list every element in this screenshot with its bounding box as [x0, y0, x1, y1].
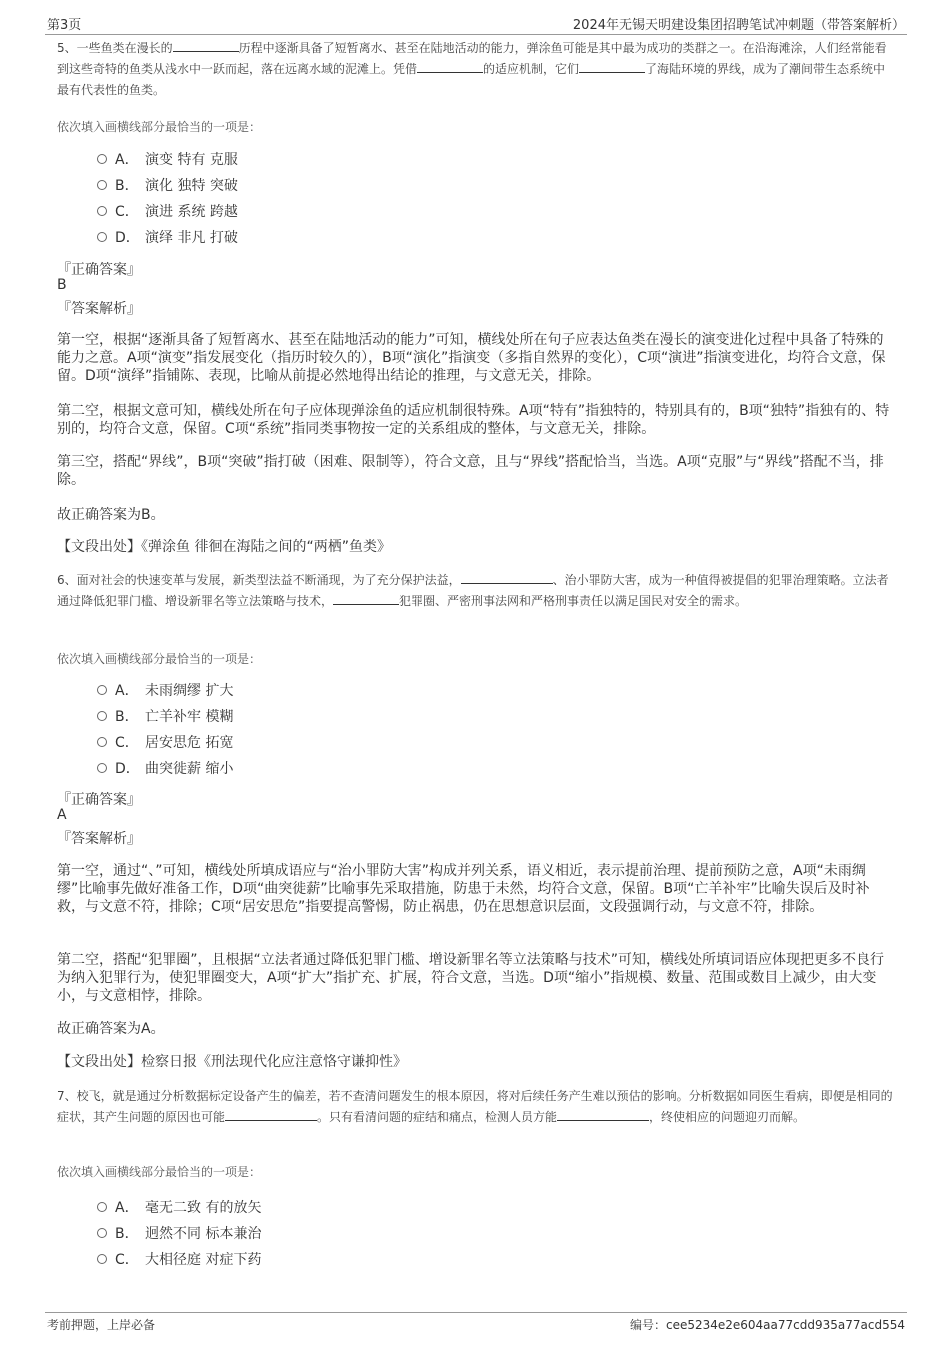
conclusion: 故正确答案为A。 — [57, 1021, 165, 1037]
blank-2 — [557, 1107, 649, 1121]
radio-icon[interactable] — [97, 1228, 107, 1238]
question-5-stem: 5、一些鱼类在漫长的 历程中逐渐具备了短暂离水、甚至在陆地活动的能力，弹涂鱼可能是其中最为成功的类群之一。在沿海滩涂，人们经常能看到这些奇特的鱼类从浅水中一跃而起，落在远离水域的泥滩上。凭借 的适应机制，它们 了海陆环境的界线，成为了潮间带生态系统中最有代表性的鱼类。 — [57, 38, 897, 101]
radio-icon[interactable] — [97, 737, 107, 747]
answer-value: A — [57, 807, 67, 823]
radio-icon[interactable] — [97, 232, 107, 242]
blank-1 — [173, 38, 239, 52]
option-c[interactable]: C． 居安思危 拓宽 — [97, 733, 233, 753]
analysis-paragraph: 第二空，搭配“犯罪圈”，且根据“立法者通过降低犯罪门槛、增设新罪名等立法策略与技术”可知，横线处所填词语应体现把更多不良行为纳入犯罪行为，使犯罪圈变大，A项“扩大”指扩充、扩展，符合文意，当选。D项“缩小”指规模、数量、范围或数目上减少，由大变小，与文意相悖，排除。 — [57, 952, 885, 1004]
question-6-stem: 6、面对社会的快速变革与发展，新类型法益不断涌现，为了充分保护法益， 、治小罪防大害，成为一种值得被提倡的犯罪治理策略。立法者通过降低犯罪门槛、增设新罪名等立法策略与技术， 犯罪圈、严密刑事法网和严格刑事责任以满足国民对安全的需求。 — [57, 570, 897, 612]
blank-1 — [461, 570, 553, 584]
source: 【文段出处】检察日报《刑法现代化应注意恪守谦抑性》 — [57, 1054, 407, 1070]
radio-icon[interactable] — [97, 180, 107, 190]
option-a[interactable]: A． 演变 特有 克服 — [97, 150, 238, 170]
document-title: 2024年无锡天明建设集团招聘笔试冲刺题（带答案解析） — [572, 18, 905, 33]
option-b[interactable]: B． 迥然不同 标本兼治 — [97, 1224, 261, 1244]
radio-icon[interactable] — [97, 206, 107, 216]
blank-2 — [417, 59, 483, 73]
footer-slogan: 考前押题，上岸必备 — [47, 1318, 156, 1332]
option-c[interactable]: C． 大相径庭 对症下药 — [97, 1250, 261, 1270]
option-d[interactable]: D． 曲突徙薪 缩小 — [97, 759, 233, 779]
blank-2 — [333, 591, 399, 605]
source: 【文段出处】《弹涂鱼 徘徊在海陆之间的“两栖”鱼类》 — [57, 539, 391, 555]
radio-icon[interactable] — [97, 711, 107, 721]
option-b[interactable]: B． 演化 独特 突破 — [97, 176, 238, 196]
analysis-paragraph: 第三空，搭配“界线”，B项“突破”指打破（困难、限制等），符合文意，且与“界线”搭配恰当，当选。A项“克服”与“界线”搭配不当，排除。 — [57, 454, 884, 488]
answer-value: B — [57, 277, 67, 293]
document-id: 编号：cee5234e2e604aa77cdd935a77acd554 — [629, 1318, 905, 1332]
option-a[interactable]: A． 未雨绸缪 扩大 — [97, 681, 233, 701]
question-7-stem: 7、校飞，就是通过分析数据标定设备产生的偏差，若不查清问题发生的根本原因，将对后续任务产生难以预估的影响。分析数据如同医生看病，即便是相同的症状，其产生问题的原因也可能 。只有看清问题的症结和痛点，检测人员方能 ，终使相应的问题迎刃而解。 — [57, 1089, 893, 1124]
analysis-label: 『答案解析』 — [57, 831, 141, 847]
option-c[interactable]: C． 演进 系统 跨越 — [97, 202, 238, 222]
answer-label: 『正确答案』 — [57, 262, 141, 278]
answer-label: 『正确答案』 — [57, 792, 141, 808]
question-prompt: 依次填入画横线部分最恰当的一项是： — [57, 652, 262, 666]
radio-icon[interactable] — [97, 1202, 107, 1212]
conclusion: 故正确答案为B。 — [57, 507, 165, 523]
analysis-paragraph: 第二空，根据文意可知，横线处所在句子应体现弹涂鱼的适应机制很特殊。A项“特有”指独特的，特别具有的，B项“独特”指独有的、特别的，均符合文意，保留。C项“系统”指同类事物按一定的关系组成的整体，与文意无关，排除。 — [57, 403, 890, 437]
question-prompt: 依次填入画横线部分最恰当的一项是： — [57, 1165, 262, 1179]
question-prompt: 依次填入画横线部分最恰当的一项是： — [57, 120, 262, 134]
option-b[interactable]: B． 亡羊补牢 模糊 — [97, 707, 233, 727]
blank-3 — [579, 59, 645, 73]
page-number: 第3页 — [47, 18, 82, 33]
option-d[interactable]: D． 演绎 非凡 打破 — [97, 228, 238, 248]
radio-icon[interactable] — [97, 1254, 107, 1264]
radio-icon[interactable] — [97, 763, 107, 773]
analysis-paragraph: 第一空，通过“、”可知，横线处所填成语应与“治小罪防大害”构成并列关系，语义相近，表示提前治理、提前预防之意，A项“未雨绸缪”比喻事先做好准备工作，D项“曲突徙薪”比喻事先采取措施，防患于未然，均符合文意，保留。B项“亡羊补牢”比喻失误后及时补救，与文意不符，排除；C项“居安思危”指要提高警惕，防止祸患，仍在思想意识层面，文段强调行动，与文意不符，排除。 — [57, 863, 870, 915]
option-a[interactable]: A． 毫无二致 有的放矢 — [97, 1198, 261, 1218]
radio-icon[interactable] — [97, 154, 107, 164]
blank-1 — [225, 1107, 317, 1121]
radio-icon[interactable] — [97, 685, 107, 695]
page-header — [45, 12, 907, 35]
page-footer — [45, 1312, 907, 1332]
analysis-paragraph: 第一空，根据“逐渐具备了短暂离水、甚至在陆地活动的能力”可知，横线处所在句子应表达鱼类在漫长的演变进化过程中具备了特殊的能力之意。A项“演变”指发展变化（指历时较久的），B项“演化”指演变（多指自然界的变化），C项“演进”指演变进化，均符合文意，保留。D项“演绎”指铺陈、表现，比喻从前提必然地得出结论的推理，与文意无关，排除。 — [57, 332, 886, 384]
analysis-label: 『答案解析』 — [57, 301, 141, 317]
